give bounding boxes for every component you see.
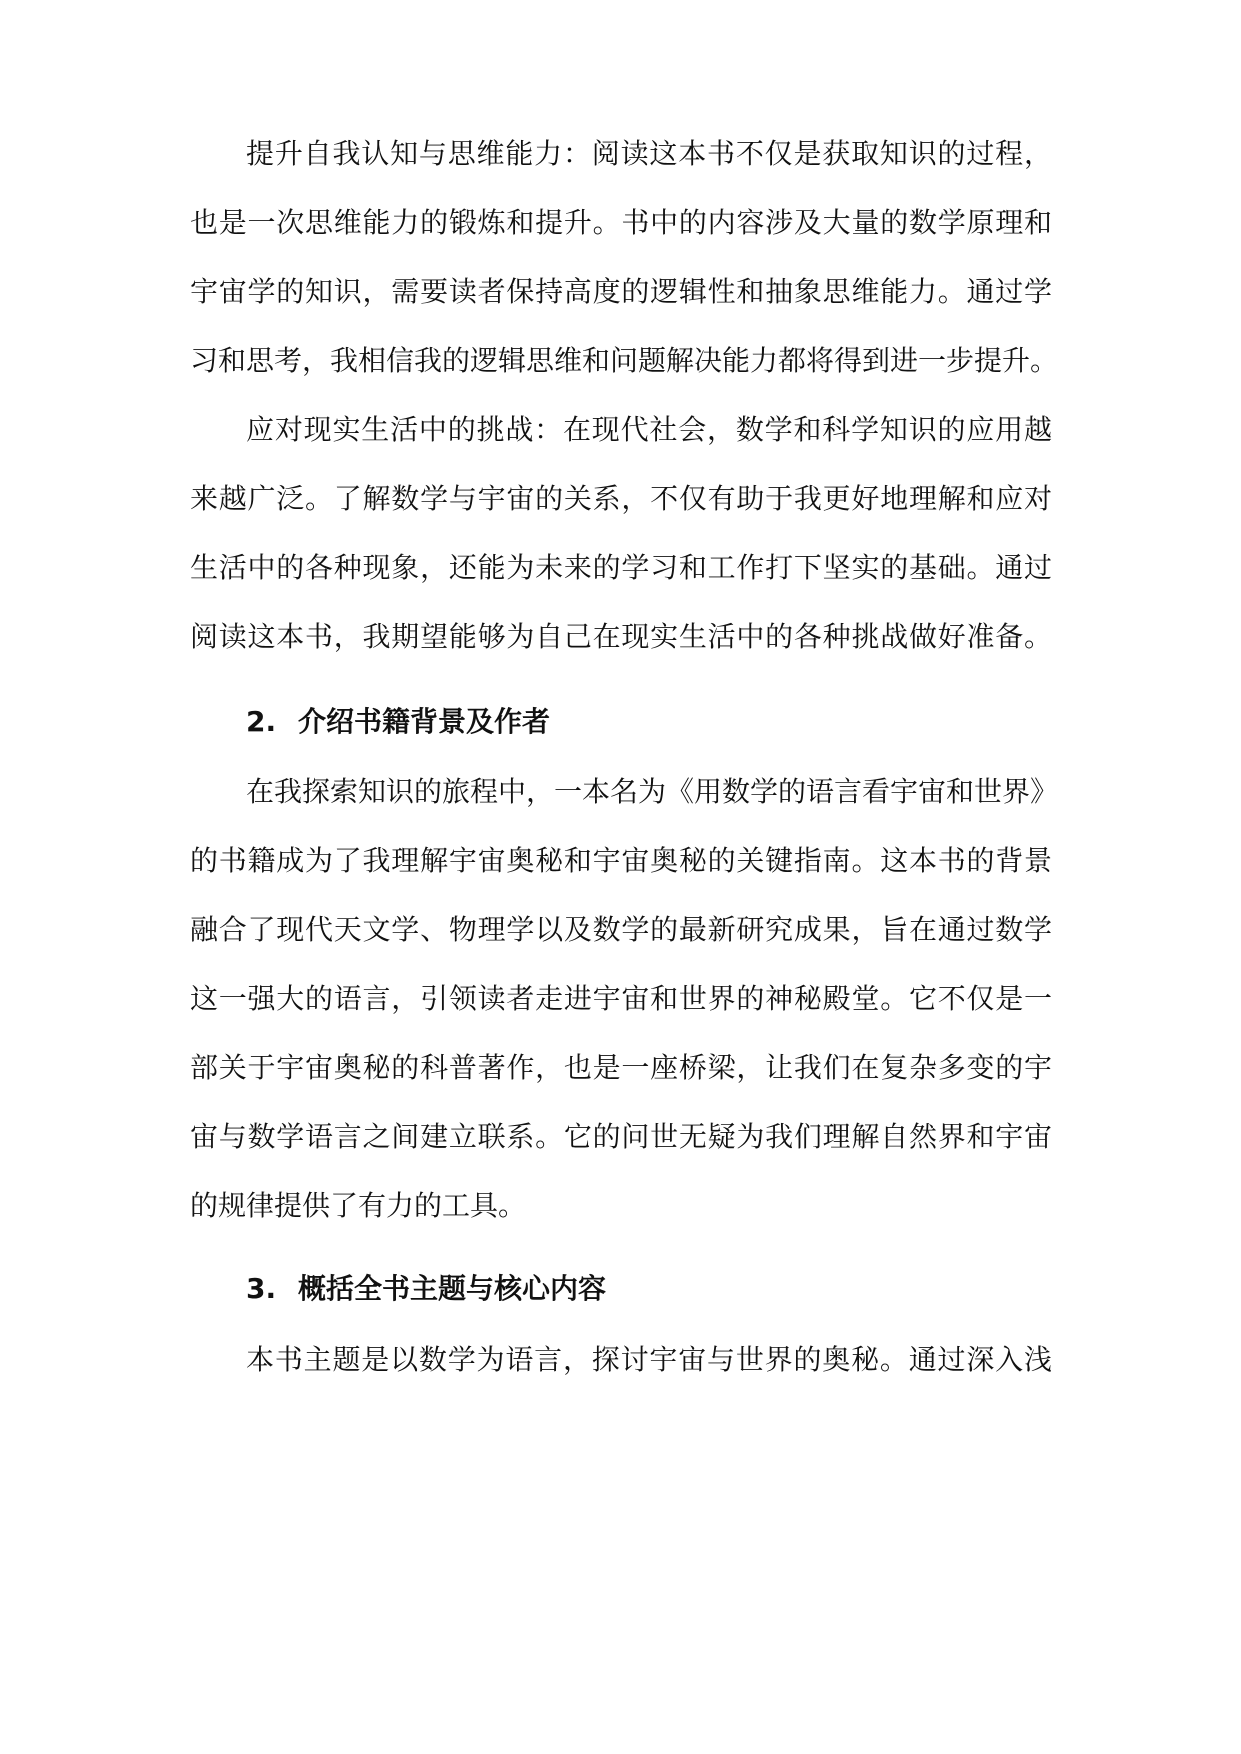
paragraph-line: 应对现实生活中的挑战：在现代社会，数学和科学知识的应用越 <box>246 413 1052 446</box>
paragraph-line: 在我探索知识的旅程中，一本名为《用数学的语言看宇宙和世界》 <box>246 775 1059 808</box>
paragraph-line: 本书主题是以数学为语言，探讨宇宙与世界的奥秘。通过深入浅 <box>246 1343 1052 1376</box>
section-heading <box>246 702 550 742</box>
paragraph-line: 融合了现代天文学、物理学以及数学的最新研究成果，旨在通过数学 <box>190 913 1052 946</box>
section-title: 概括全书主题与核心内容 <box>298 1272 607 1305</box>
section-number: 2. <box>246 705 277 738</box>
section-heading <box>246 1269 606 1309</box>
section-title: 介绍书籍背景及作者 <box>298 705 551 738</box>
paragraph-line: 也是一次思维能力的锻炼和提升。书中的内容涉及大量的数学原理和 <box>190 206 1052 239</box>
paragraph-line: 生活中的各种现象，还能为未来的学习和工作打下坚实的基础。通过 <box>190 551 1052 584</box>
paragraph-line: 部关于宇宙奥秘的科普著作，也是一座桥梁，让我们在复杂多变的宇 <box>190 1051 1052 1084</box>
paragraph-line: 阅读这本书，我期望能够为自己在现实生活中的各种挑战做好准备。 <box>190 620 1052 653</box>
paragraph-line: 宇宙学的知识，需要读者保持高度的逻辑性和抽象思维能力。通过学 <box>190 275 1052 308</box>
paragraph-line: 的规律提供了有力的工具。 <box>190 1189 527 1222</box>
paragraph-line: 来越广泛。了解数学与宇宙的关系，不仅有助于我更好地理解和应对 <box>190 482 1052 515</box>
section-number: 3. <box>246 1272 277 1305</box>
paragraph-line: 的书籍成为了我理解宇宙奥秘和宇宙奥秘的关键指南。这本书的背景 <box>190 844 1052 877</box>
paragraph-line: 宙与数学语言之间建立联系。它的问世无疑为我们理解自然界和宇宙 <box>190 1120 1052 1153</box>
paragraph-line: 提升自我认知与思维能力：阅读这本书不仅是获取知识的过程， <box>246 137 1052 170</box>
paragraph-line: 这一强大的语言，引领读者走进宇宙和世界的神秘殿堂。它不仅是一 <box>190 982 1052 1015</box>
paragraph-line: 习和思考，我相信我的逻辑思维和问题解决能力都将得到进一步提升。 <box>190 344 1059 377</box>
